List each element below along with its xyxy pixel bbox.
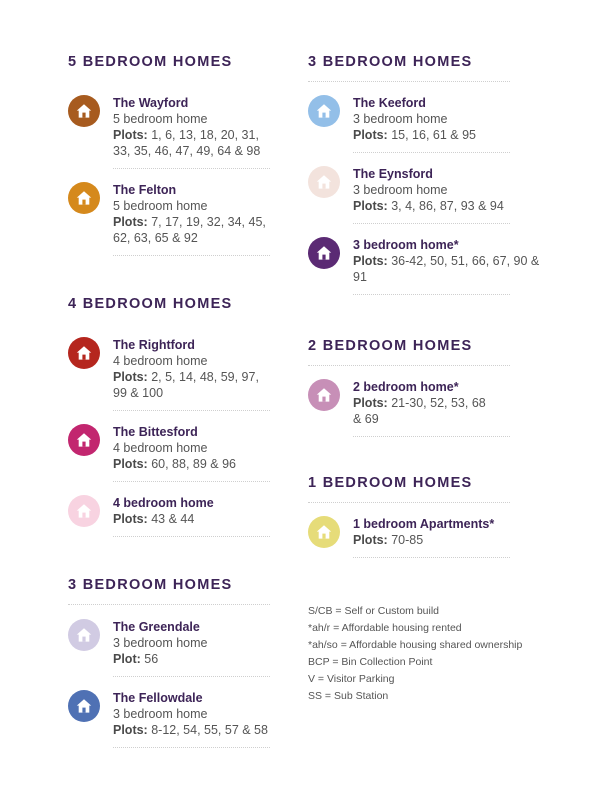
home-plots [353, 532, 548, 548]
plots-value: 15, 16, 61 & 95 [387, 128, 476, 142]
home-plots [353, 395, 488, 427]
abbreviation-legend [308, 603, 522, 705]
home-description: 3 bedroom home [353, 183, 448, 197]
plots-label: Plots: [353, 533, 388, 547]
house-icon [308, 95, 340, 127]
legend-item: *ah/so = Affordable housing shared ownership [308, 639, 523, 651]
plots-value: 3, 4, 86, 87, 93 & 94 [387, 199, 504, 213]
home-name: The Eynsford [353, 167, 433, 181]
plots-value: 70-85 [387, 533, 424, 547]
plots-label: Plots: [113, 512, 148, 526]
home-name: 2 bedroom home* [353, 380, 459, 394]
legend-item: *ah/r = Affordable housing rented [308, 622, 462, 634]
home-description: 5 bedroom home [113, 199, 208, 213]
home-entry-wayford [68, 95, 273, 159]
legend-item: BCP = Bin Collection Point [308, 656, 433, 668]
home-entry-two-bedroom [308, 379, 548, 427]
divider [353, 557, 510, 558]
plots-value: 7, 17, 19, 32, 34, 45, 62, 63, 65 & 92 [113, 215, 266, 245]
plots-label: Plots: [113, 128, 148, 142]
house-icon [68, 690, 100, 722]
home-plots [113, 651, 273, 667]
section-one-bedroom [308, 474, 548, 558]
plots-label: Plots: [353, 128, 388, 142]
home-description: 5 bedroom home [113, 112, 208, 126]
house-icon [308, 379, 340, 411]
home-name: The Rightford [113, 338, 195, 352]
home-plots [353, 127, 548, 143]
house-icon [308, 166, 340, 198]
home-plots [113, 369, 273, 401]
home-plots [113, 127, 273, 159]
section-title: 2 BEDROOM HOMES [308, 338, 473, 354]
divider [113, 255, 270, 256]
home-plots [113, 722, 273, 738]
section-title: 4 BEDROOM HOMES [68, 296, 233, 312]
home-description: 4 bedroom home [113, 441, 208, 455]
house-icon [308, 237, 340, 269]
home-entry-greendale [68, 619, 273, 667]
house-icon [308, 516, 340, 548]
plots-label: Plots: [353, 396, 388, 410]
home-plots [353, 253, 548, 285]
home-entry-rightford [68, 337, 273, 401]
home-description: 3 bedroom home [113, 636, 208, 650]
plots-value: 56 [140, 652, 159, 666]
section-title: 5 BEDROOM HOMES [68, 54, 233, 70]
plots-label: Plot: [113, 652, 141, 666]
plots-label: Plots: [113, 370, 148, 384]
home-name: The Keeford [353, 96, 426, 110]
home-name: 3 bedroom home* [353, 238, 459, 252]
legend-item: V = Visitor Parking [308, 673, 395, 685]
plots-value: 36-42, 50, 51, 66, 67, 90 & 91 [353, 254, 540, 284]
home-entry-eynsford [308, 166, 548, 214]
plots-value: 2, 5, 14, 48, 59, 97, 99 & 100 [113, 370, 259, 400]
section-four-bedroom [68, 295, 273, 537]
house-icon [68, 182, 100, 214]
house-icon [68, 495, 100, 527]
plots-value: 1, 6, 13, 18, 20, 31, 33, 35, 46, 47, 49, 64 & 98 [113, 128, 261, 158]
home-description: 4 bedroom home [113, 354, 208, 368]
house-icon [68, 95, 100, 127]
home-entry-keeford [308, 95, 548, 143]
house-icon [68, 619, 100, 651]
home-name: The Fellowdale [113, 691, 203, 705]
home-plots [113, 511, 273, 527]
plots-value: 8-12, 54, 55, 57 & 58 [147, 723, 268, 737]
home-entry-fellowdale [68, 690, 273, 738]
plots-label: Plots: [113, 723, 148, 737]
legend-item: SS = Sub Station [308, 690, 389, 702]
home-name: The Felton [113, 183, 177, 197]
section-two-bedroom [308, 337, 548, 437]
home-name: The Bittesford [113, 425, 198, 439]
legend-item: S/CB = Self or Custom build [308, 605, 440, 617]
home-plots [353, 198, 548, 214]
plots-label: Plots: [113, 457, 148, 471]
divider [113, 747, 270, 748]
section-title: 3 BEDROOM HOMES [68, 577, 233, 593]
home-plots [113, 214, 273, 246]
plots-value: 43 & 44 [147, 512, 195, 526]
home-entry-bittesford [68, 424, 273, 472]
section-title: 1 BEDROOM HOMES [308, 475, 473, 491]
divider [353, 294, 510, 295]
home-entry-four-bedroom [68, 495, 273, 527]
home-name: The Wayford [113, 96, 189, 110]
divider [353, 436, 510, 437]
home-description: 3 bedroom home [353, 112, 448, 126]
plots-value: 60, 88, 89 & 96 [147, 457, 236, 471]
home-entry-three-bedroom [308, 237, 548, 285]
plots-label: Plots: [113, 215, 148, 229]
divider [113, 536, 270, 537]
home-plots [113, 456, 273, 472]
home-entry-one-bedroom [308, 516, 548, 548]
home-name: 4 bedroom home [113, 496, 214, 510]
house-icon [68, 424, 100, 456]
house-icon [68, 337, 100, 369]
home-entry-felton [68, 182, 273, 246]
section-title: 3 BEDROOM HOMES [308, 54, 473, 70]
home-name: The Greendale [113, 620, 200, 634]
plots-label: Plots: [353, 199, 388, 213]
section-five-bedroom [68, 53, 273, 256]
plots-value: 21-30, 52, 53, 68 & 69 [353, 396, 486, 426]
home-name: 1 bedroom Apartments* [353, 517, 495, 531]
plots-label: Plots: [353, 254, 388, 268]
section-three-bedroom-left [68, 576, 273, 748]
section-three-bedroom-right [308, 53, 548, 295]
home-description: 3 bedroom home [113, 707, 208, 721]
